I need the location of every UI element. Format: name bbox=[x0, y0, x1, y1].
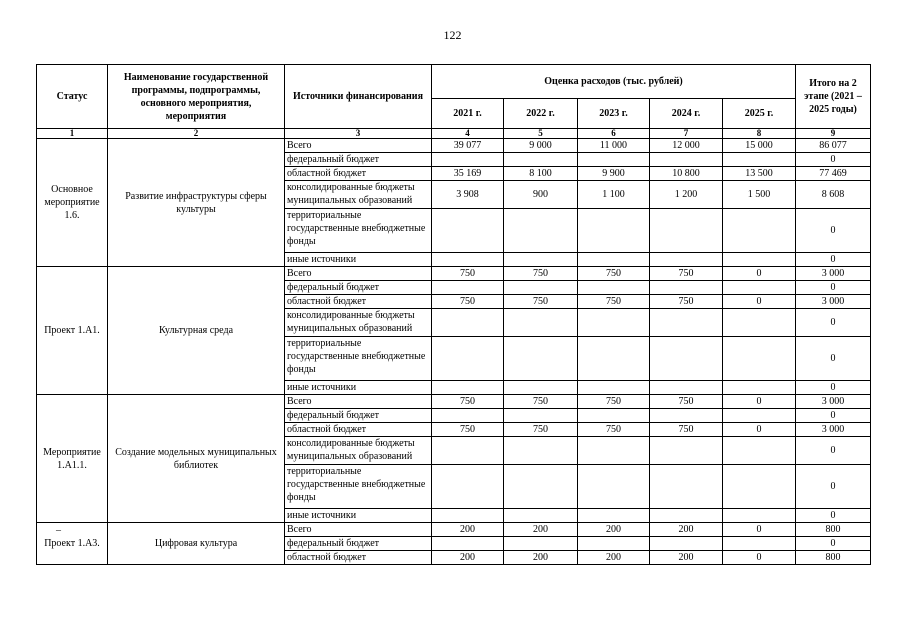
value-cell bbox=[723, 253, 796, 267]
total-cell: 0 bbox=[796, 309, 871, 337]
value-cell: 200 bbox=[578, 523, 650, 537]
value-cell: 900 bbox=[504, 181, 578, 209]
value-cell bbox=[578, 337, 650, 381]
value-cell bbox=[504, 337, 578, 381]
value-cell bbox=[578, 437, 650, 465]
column-number: 4 bbox=[432, 129, 504, 139]
value-cell: 200 bbox=[650, 551, 723, 565]
value-cell bbox=[578, 309, 650, 337]
value-cell: 750 bbox=[504, 295, 578, 309]
source-cell: Всего bbox=[285, 523, 432, 537]
total-cell: 0 bbox=[796, 281, 871, 295]
source-cell: территориальные государственные внебюджетные фонды bbox=[285, 209, 432, 253]
value-cell: 0 bbox=[723, 423, 796, 437]
total-cell: 0 bbox=[796, 253, 871, 267]
column-number: 6 bbox=[578, 129, 650, 139]
value-cell: 200 bbox=[432, 523, 504, 537]
value-cell bbox=[650, 437, 723, 465]
source-cell: территориальные государственные внебюджетные фонды bbox=[285, 465, 432, 509]
value-cell bbox=[432, 209, 504, 253]
value-cell: 11 000 bbox=[578, 139, 650, 153]
total-cell: 0 bbox=[796, 437, 871, 465]
value-cell: 0 bbox=[723, 551, 796, 565]
value-cell: 750 bbox=[650, 267, 723, 281]
value-cell: 750 bbox=[578, 295, 650, 309]
value-cell bbox=[723, 309, 796, 337]
source-cell: консолидированные бюджеты муниципальных образований bbox=[285, 437, 432, 465]
value-cell bbox=[432, 309, 504, 337]
total-cell: 3 000 bbox=[796, 395, 871, 409]
header-year: 2022 г. bbox=[504, 99, 578, 129]
total-cell: 800 bbox=[796, 551, 871, 565]
value-cell bbox=[432, 153, 504, 167]
source-cell: областной бюджет bbox=[285, 423, 432, 437]
value-cell: 39 077 bbox=[432, 139, 504, 153]
total-cell: 0 bbox=[796, 337, 871, 381]
value-cell bbox=[578, 153, 650, 167]
total-cell: 0 bbox=[796, 509, 871, 523]
value-cell bbox=[432, 281, 504, 295]
header-name: Наименование государственной программы, подпрограммы, основного мероприятия, мероприятия bbox=[108, 65, 285, 129]
value-cell: 750 bbox=[432, 295, 504, 309]
value-cell: 750 bbox=[504, 267, 578, 281]
source-cell: иные источники bbox=[285, 381, 432, 395]
value-cell bbox=[723, 509, 796, 523]
value-cell: 35 169 bbox=[432, 167, 504, 181]
source-cell: федеральный бюджет bbox=[285, 281, 432, 295]
table-row bbox=[37, 395, 871, 409]
value-cell: 9 000 bbox=[504, 139, 578, 153]
value-cell: 750 bbox=[578, 423, 650, 437]
value-cell: 3 908 bbox=[432, 181, 504, 209]
value-cell bbox=[504, 209, 578, 253]
total-cell: 3 000 bbox=[796, 295, 871, 309]
value-cell bbox=[650, 381, 723, 395]
value-cell: 1 200 bbox=[650, 181, 723, 209]
total-cell: 800 bbox=[796, 523, 871, 537]
source-cell: иные источники bbox=[285, 253, 432, 267]
budget-table bbox=[36, 64, 871, 565]
value-cell bbox=[578, 281, 650, 295]
value-cell bbox=[504, 465, 578, 509]
value-cell bbox=[578, 209, 650, 253]
value-cell bbox=[432, 409, 504, 423]
column-number: 9 bbox=[796, 129, 871, 139]
column-number: 2 bbox=[108, 129, 285, 139]
source-cell: консолидированные бюджеты муниципальных образований bbox=[285, 181, 432, 209]
source-cell: Всего bbox=[285, 395, 432, 409]
value-cell: 750 bbox=[650, 295, 723, 309]
value-cell: 750 bbox=[578, 267, 650, 281]
value-cell bbox=[650, 153, 723, 167]
value-cell bbox=[723, 153, 796, 167]
source-cell: федеральный бюджет bbox=[285, 537, 432, 551]
value-cell bbox=[723, 465, 796, 509]
status-cell: Основное мероприятие 1.6. bbox=[37, 139, 108, 267]
value-cell bbox=[723, 337, 796, 381]
source-cell: федеральный бюджет bbox=[285, 409, 432, 423]
value-cell: 0 bbox=[723, 523, 796, 537]
source-cell: консолидированные бюджеты муниципальных образований bbox=[285, 309, 432, 337]
total-cell: 0 bbox=[796, 209, 871, 253]
total-cell: 0 bbox=[796, 153, 871, 167]
total-cell: 77 469 bbox=[796, 167, 871, 181]
table-row bbox=[37, 523, 871, 537]
value-cell bbox=[578, 381, 650, 395]
value-cell bbox=[723, 437, 796, 465]
value-cell: 8 100 bbox=[504, 167, 578, 181]
value-cell: 750 bbox=[432, 267, 504, 281]
value-cell bbox=[723, 537, 796, 551]
value-cell: 10 800 bbox=[650, 167, 723, 181]
value-cell bbox=[723, 281, 796, 295]
column-number: 8 bbox=[723, 129, 796, 139]
header-estimate: Оценка расходов (тыс. рублей) bbox=[432, 65, 796, 99]
value-cell: 750 bbox=[504, 395, 578, 409]
value-cell bbox=[650, 537, 723, 551]
source-cell: областной бюджет bbox=[285, 167, 432, 181]
header-year: 2023 г. bbox=[578, 99, 650, 129]
value-cell bbox=[578, 409, 650, 423]
total-cell: 86 077 bbox=[796, 139, 871, 153]
column-number: 1 bbox=[37, 129, 108, 139]
value-cell: 750 bbox=[578, 395, 650, 409]
value-cell bbox=[432, 337, 504, 381]
value-cell bbox=[504, 537, 578, 551]
value-cell bbox=[432, 437, 504, 465]
table-row bbox=[37, 267, 871, 281]
value-cell bbox=[650, 409, 723, 423]
value-cell bbox=[504, 437, 578, 465]
header-total: Итого на 2 этапе (2021 – 2025 годы) bbox=[796, 65, 871, 129]
value-cell: 750 bbox=[504, 423, 578, 437]
status-cell: Проект 1.А3. bbox=[37, 523, 108, 565]
table-row bbox=[37, 139, 871, 153]
value-cell: 200 bbox=[504, 551, 578, 565]
source-cell: Всего bbox=[285, 139, 432, 153]
column-number: 3 bbox=[285, 129, 432, 139]
total-cell: 0 bbox=[796, 409, 871, 423]
value-cell bbox=[432, 381, 504, 395]
status-cell: Мероприятие 1.А1.1. bbox=[37, 395, 108, 523]
header-year: 2024 г. bbox=[650, 99, 723, 129]
value-cell bbox=[578, 537, 650, 551]
value-cell bbox=[723, 209, 796, 253]
total-cell: 3 000 bbox=[796, 267, 871, 281]
value-cell bbox=[504, 381, 578, 395]
total-cell: 0 bbox=[796, 465, 871, 509]
header-status: Статус bbox=[37, 65, 108, 129]
value-cell: 200 bbox=[578, 551, 650, 565]
name-cell: Создание модельных муниципальных библиотек bbox=[108, 395, 285, 523]
value-cell bbox=[504, 409, 578, 423]
value-cell bbox=[504, 309, 578, 337]
value-cell bbox=[650, 309, 723, 337]
value-cell: 750 bbox=[432, 395, 504, 409]
value-cell bbox=[432, 253, 504, 267]
value-cell bbox=[504, 281, 578, 295]
value-cell: 200 bbox=[504, 523, 578, 537]
value-cell: 13 500 bbox=[723, 167, 796, 181]
value-cell bbox=[578, 465, 650, 509]
column-number: 7 bbox=[650, 129, 723, 139]
value-cell: 750 bbox=[432, 423, 504, 437]
total-cell: 3 000 bbox=[796, 423, 871, 437]
header-year: 2021 г. bbox=[432, 99, 504, 129]
source-cell: областной бюджет bbox=[285, 295, 432, 309]
dash-mark: – bbox=[56, 525, 61, 536]
value-cell bbox=[650, 281, 723, 295]
value-cell: 9 900 bbox=[578, 167, 650, 181]
status-cell: Проект 1.А1. bbox=[37, 267, 108, 395]
value-cell: 1 500 bbox=[723, 181, 796, 209]
header-year: 2025 г. bbox=[723, 99, 796, 129]
value-cell bbox=[578, 253, 650, 267]
total-cell: 0 bbox=[796, 381, 871, 395]
value-cell: 200 bbox=[432, 551, 504, 565]
value-cell bbox=[650, 465, 723, 509]
value-cell bbox=[650, 253, 723, 267]
value-cell bbox=[432, 537, 504, 551]
source-cell: областной бюджет bbox=[285, 551, 432, 565]
value-cell: 15 000 bbox=[723, 139, 796, 153]
page-number: 122 bbox=[443, 28, 462, 42]
value-cell bbox=[650, 509, 723, 523]
source-cell: Всего bbox=[285, 267, 432, 281]
value-cell: 200 bbox=[650, 523, 723, 537]
value-cell bbox=[650, 209, 723, 253]
source-cell: территориальные государственные внебюджетные фонды bbox=[285, 337, 432, 381]
source-cell: федеральный бюджет bbox=[285, 153, 432, 167]
source-cell: иные источники bbox=[285, 509, 432, 523]
name-cell: Цифровая культура bbox=[108, 523, 285, 565]
value-cell: 0 bbox=[723, 395, 796, 409]
name-cell: Культурная среда bbox=[108, 267, 285, 395]
value-cell: 0 bbox=[723, 295, 796, 309]
value-cell bbox=[578, 509, 650, 523]
total-cell: 8 608 bbox=[796, 181, 871, 209]
value-cell: 0 bbox=[723, 267, 796, 281]
column-number: 5 bbox=[504, 129, 578, 139]
value-cell bbox=[504, 153, 578, 167]
value-cell bbox=[723, 409, 796, 423]
value-cell: 1 100 bbox=[578, 181, 650, 209]
value-cell bbox=[432, 465, 504, 509]
total-cell: 0 bbox=[796, 537, 871, 551]
value-cell: 750 bbox=[650, 395, 723, 409]
value-cell: 750 bbox=[650, 423, 723, 437]
value-cell bbox=[504, 253, 578, 267]
name-cell: Развитие инфраструктуры сферы культуры bbox=[108, 139, 285, 267]
value-cell bbox=[504, 509, 578, 523]
value-cell bbox=[432, 509, 504, 523]
value-cell bbox=[723, 381, 796, 395]
value-cell bbox=[650, 337, 723, 381]
value-cell: 12 000 bbox=[650, 139, 723, 153]
header-sources: Источники финансирования bbox=[285, 65, 432, 129]
